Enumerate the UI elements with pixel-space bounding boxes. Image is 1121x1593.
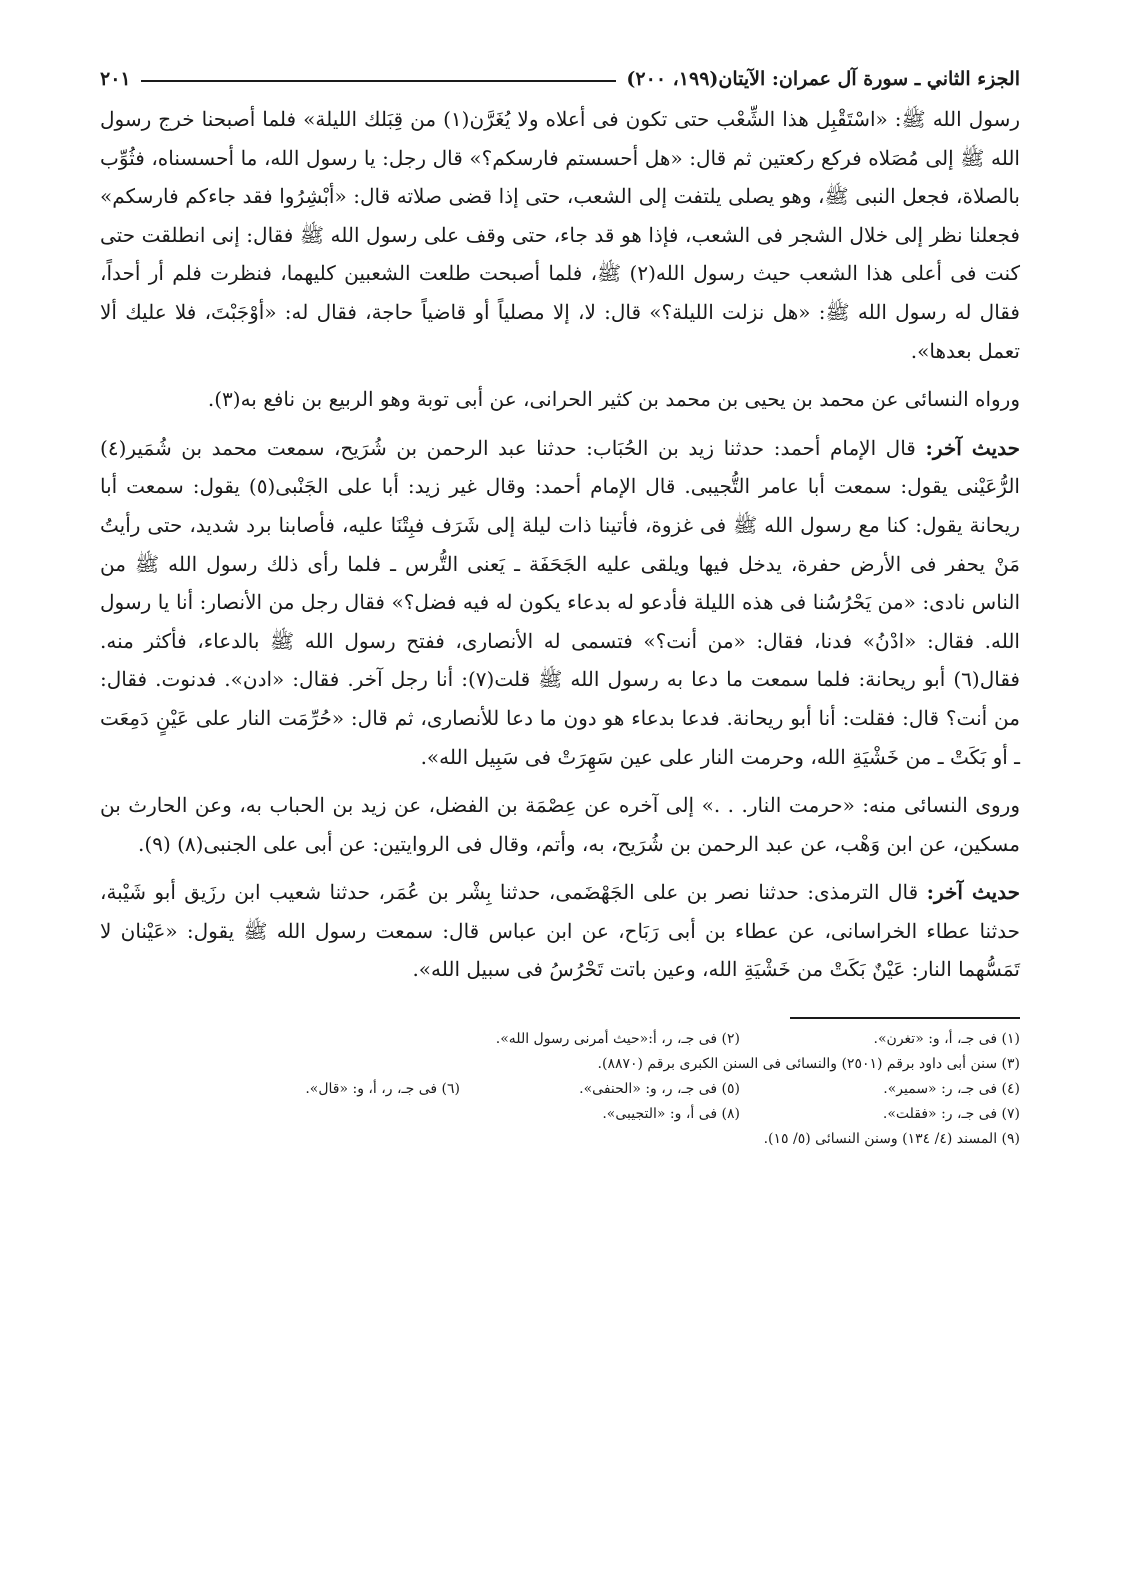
paragraph xyxy=(100,429,1020,776)
footnote: (٤) فى جـ، ر: «سمير». xyxy=(883,1081,1020,1098)
hadith-label: حديث آخر: xyxy=(925,435,1020,460)
page-number: ٢٠١ xyxy=(100,68,131,90)
paragraph xyxy=(100,380,1020,419)
footnote-row xyxy=(100,1052,1020,1077)
header-title: الجزء الثاني ـ سورة آل عمران: الآيتان(١٩٩، ٢٠٠) xyxy=(626,68,1020,90)
footnotes xyxy=(100,1027,1020,1152)
footnote: (٩) المسند (٤/ ١٣٤) وسنن النسائى (٥/ ١٥). xyxy=(763,1131,1020,1148)
footnote-row xyxy=(100,1077,1020,1102)
footnote: (٣) سنن أبى داود برقم (٢٥٠١) والنسائى فى السنن الكبرى برقم (٨٨٧٠). xyxy=(597,1056,1020,1073)
book-page xyxy=(100,62,1020,1152)
paragraph-text: ورواه النسائى عن محمد بن يحيى بن محمد بن كثير الحرانى، عن أبى توبة وهو الربيع بن نافع به(٣). xyxy=(207,387,1020,412)
main-text xyxy=(100,100,1020,989)
paragraph-text: وروى النسائى منه: «حرمت النار. . .» إلى آخره عن عِصْمَة بن الفضل، عن زيد بن الحباب به، وعن الحارث بن مسكين، عن ابن وَهْب، عن عبد الرحمن بن شُرَيح، به، وأتم، وقال فى الروايتين: عن أبى على الجنبى(٨) (٩). xyxy=(100,793,1020,856)
footnote-row xyxy=(100,1027,1020,1052)
paragraph-text: قال الإمام أحمد: حدثنا زيد بن الحُبَاب: حدثنا عبد الرحمن بن شُرَيح، سمعت محمد بن شُمَير(٤) الرُّعَيْنى يقول: سمعت أبا عامر التُّجيبى. قال الإمام أحمد: وقال غير زيد: أبا على الجَنْبى(٥) يقول: سمعت أبا ريحانة يقول: كنا مع رسول الله ﷺ فى غزوة، فأتينا ذات ليلة إلى شَرَف فبِتْنَا عليه، فأصابنا برد شديد، حتى رأيتُ مَنْ يحفر فى الأرض حفرة، يدخل فيها ويلقى عليه الجَحَفَة ـ يَعنى التُّرس ـ فلما رأى ذلك رسول الله ﷺ من الناس نادى: «من يَحْرُسُنا فى هذه الليلة فأدعو له بدعاء يكون له فيه فضل؟» فقال رجل من الأنصار: أنا يا رسول الله. فقال: «ادْنُ» فدنا، فقال: «من أنت؟» فتسمى له الأنصارى، ففتح رسول الله ﷺ بالدعاء، فأكثر منه. فقال(٦) أبو ريحانة: فلما سمعت ما دعا به رسول الله ﷺ قلت(٧): أنا رجل آخر. فقال: «ادن». فدنوت. فقال: من أنت؟ قال: فقلت: أنا أبو ريحانة. فدعا بدعاء هو دون ما دعا للأنصارى، ثم قال: «حُرِّمَت النار على عَيْنٍ دَمِعَت ـ أو بَكَتْ ـ من خَشْيَةِ الله، وحرمت النار على عين سَهِرَتْ فى سَبِيل الله». xyxy=(100,435,1020,769)
hadith-label: حديث آخر: xyxy=(926,880,1021,905)
footnote-row xyxy=(100,1127,1020,1152)
footnote: (٨) فى أ، و: «التجيبى». xyxy=(602,1106,740,1123)
paragraph-text: قال الترمذى: حدثنا نصر بن على الجَهْضَمى، حدثنا بِشْر بن عُمَر، حدثنا شعيب ابن رزَيق أبو شَيْبة، حدثنا عطاء الخراسانى، عن عطاء بن أبى رَبَاح، عن ابن عباس قال: سمعت رسول الله ﷺ يقول: «عَيْنان لا تَمَسُّهما النار: عَيْنٌ بَكَتْ من خَشْيَةِ الله، وعين باتت تَحْرُسُ فى سبيل الله». xyxy=(100,880,1020,982)
footnote: (٥) فى جـ، ر، و: «الحنفى». xyxy=(579,1081,740,1098)
paragraph xyxy=(100,873,1020,989)
footnote: (١) فى جـ، أ، و: «تغرن». xyxy=(873,1031,1020,1048)
paragraph-text: رسول الله ﷺ: «اسْتَقْبِل هذا الشِّعْب حتى تكون فى أعلاه ولا يُغَرَّن(١) من قِبَلك الليلة» فلما أصبحنا خرج رسول الله ﷺ إلى مُصَلاه فركع ركعتين ثم قال: «هل أحسستم فارسكم؟» قال رجل: يا رسول الله، ما أحسسناه، فثُوِّب بالصلاة، فجعل النبى ﷺ، وهو يصلى يلتفت إلى الشعب، حتى إذا قضى صلاته قال: «أبْشِرُوا فقد جاءكم فارسكم» فجعلنا نظر إلى خلال الشجر فى الشعب، فإذا هو قد جاء، حتى وقف على رسول الله ﷺ فقال: إنى انطلقت حتى كنت فى أعلى هذا الشعب حيث رسول الله(٢) ﷺ، فلما أصبحت طلعت الشعبين كليهما، فنظرت فلم أر أحداً، فقال له رسول الله ﷺ: «هل نزلت الليلة؟» قال: لا، إلا مصلياً أو قاضياً حاجة، فقال له: «أوْجَبْتَ، فلا عليك ألا تعمل بعدها». xyxy=(100,107,1020,363)
running-header xyxy=(100,62,1020,96)
footnote: (٧) فى جـ، ر: «فقلت». xyxy=(882,1106,1020,1123)
footnote-row xyxy=(100,1102,1020,1127)
header-rule xyxy=(141,80,617,82)
paragraph xyxy=(100,100,1020,370)
footnote-divider xyxy=(790,1017,1020,1019)
footnote: (٢) فى جـ، ر، أ:«حيث أمرنى رسول الله». xyxy=(495,1031,740,1048)
paragraph xyxy=(100,786,1020,863)
footnote: (٦) فى جـ، ر، أ، و: «قال». xyxy=(305,1081,460,1098)
